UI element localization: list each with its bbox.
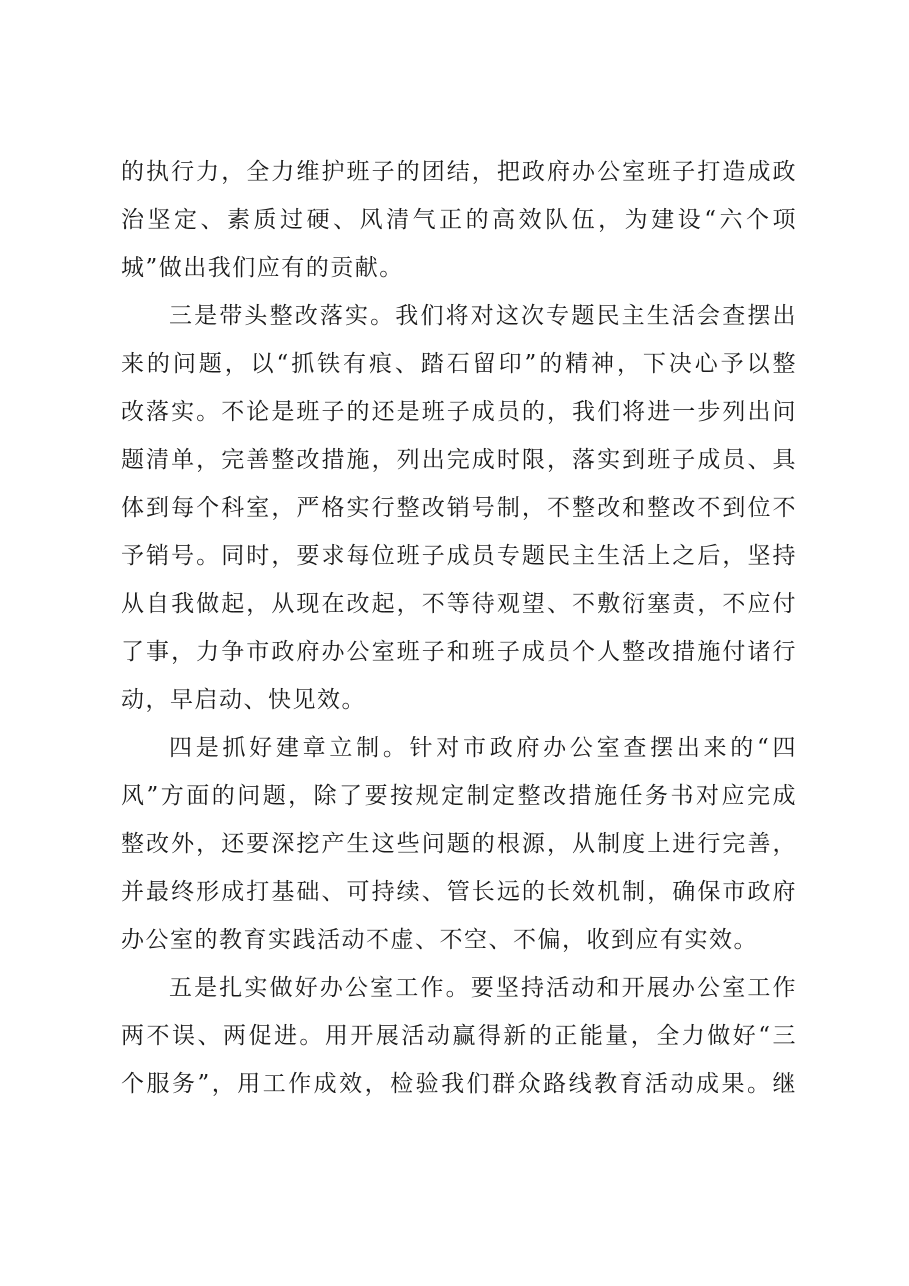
text-line: 动，早启动、快见效。 <box>121 687 366 713</box>
text-line: 改落实。不论是班子的还是班子成员的，我们将进一步列出问 <box>121 399 797 425</box>
text-line: 四是抓好建章立制。针对市政府办公室查摆出来的“四 <box>169 735 797 761</box>
text-line: 治坚定、素质过硬、风清气正的高效队伍，为建设“六个项 <box>121 207 797 233</box>
paragraph-4 <box>121 964 797 1108</box>
text-line: 城”做出我们应有的贡献。 <box>121 255 404 281</box>
paragraph-2 <box>121 292 797 724</box>
text-line: 了事，力争市政府办公室班子和班子成员个人整改措施付诸行 <box>121 639 797 665</box>
paragraph-3 <box>121 724 797 964</box>
text-line: 办公室的教育实践活动不虚、不空、不偏，收到应有实效。 <box>121 927 758 953</box>
text-line: 的执行力，全力维护班子的团结，把政府办公室班子打造成政 <box>121 159 797 185</box>
text-line: 体到每个科室，严格实行整改销号制，不整改和整改不到位不 <box>121 495 797 521</box>
text-line: 两不误、两促进。用开展活动赢得新的正能量，全力做好“三 <box>121 1023 797 1049</box>
paragraph-1 <box>121 148 797 292</box>
text-line: 整改外，还要深挖产生这些问题的根源，从制度上进行完善， <box>121 831 797 857</box>
text-line: 三是带头整改落实。我们将对这次专题民主生活会查摆出 <box>169 303 797 329</box>
text-line: 题清单，完善整改措施，列出完成时限，落实到班子成员、具 <box>121 447 797 473</box>
text-line: 风”方面的问题，除了要按规定制定整改措施任务书对应完成 <box>121 783 797 809</box>
text-line: 个服务”，用工作成效，检验我们群众路线教育活动成果。继 <box>121 1071 797 1097</box>
document-body <box>121 148 797 1108</box>
text-line: 予销号。同时，要求每位班子成员专题民主生活上之后，坚持 <box>121 543 797 569</box>
text-line: 从自我做起，从现在改起，不等待观望、不敷衍塞责，不应付 <box>121 591 797 617</box>
text-line: 并最终形成打基础、可持续、管长远的长效机制，确保市政府 <box>121 879 797 905</box>
text-line: 五是扎实做好办公室工作。要坚持活动和开展办公室工作 <box>169 975 797 1001</box>
text-line: 来的问题，以“抓铁有痕、踏石留印”的精神，下决心予以整 <box>121 351 797 377</box>
